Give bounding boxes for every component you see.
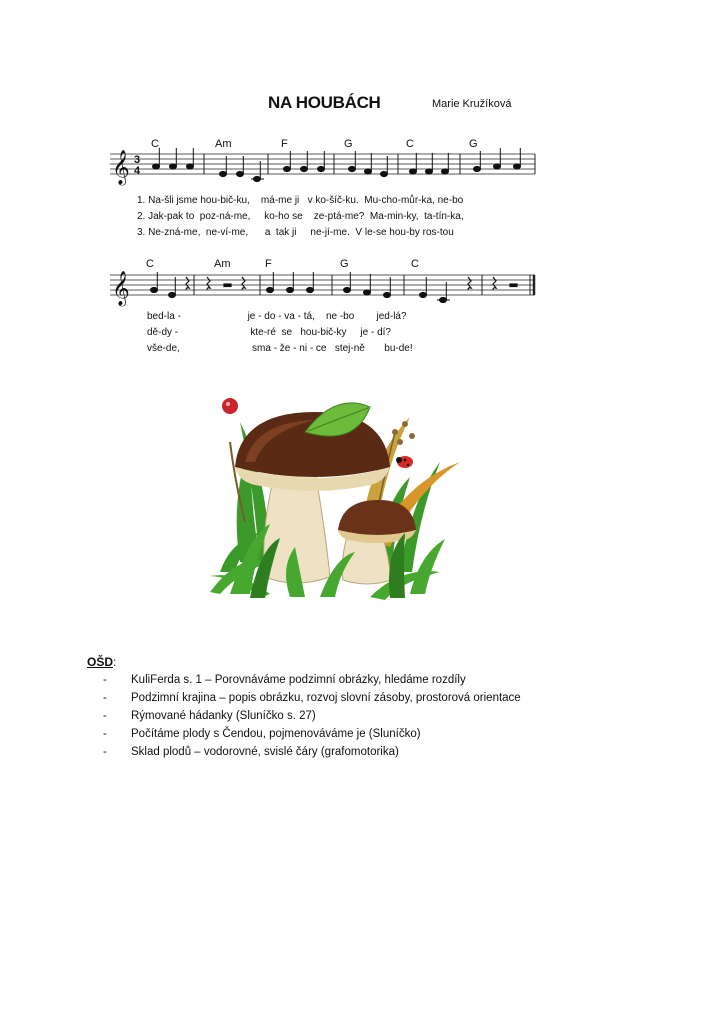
list-item-text: Podzimní krajina – popis obrázku, rozvoj slovní zásoby, prostorová orientace <box>131 692 521 704</box>
osd-list <box>103 671 521 761</box>
chord-symbol: G <box>344 138 353 150</box>
osd-heading-label: OŠD <box>87 655 114 669</box>
list-item: - KuliFerda s. 1 – Porovnáváme podzimní obrázky, hledáme rozdíly <box>103 674 466 686</box>
rests-group <box>186 277 517 290</box>
music-staff-1 <box>110 132 540 192</box>
chord-symbol: G <box>340 258 349 270</box>
notes-group <box>153 148 521 182</box>
osd-heading <box>87 655 116 669</box>
osd-heading-colon: : <box>113 655 117 669</box>
list-item: - Počítáme plody s Čendou, pojmenováváme je (Sluníčko) <box>103 728 421 740</box>
lyrics-verse-2: 2. Jak-pak to poz-ná-me, ko-ho se ze-ptá-me? Ma-min-ky, ta-tín-ka, <box>137 211 464 222</box>
list-item: - Sklad plodů – vodorovné, svislé čáry (grafomotorika) <box>103 746 399 758</box>
time-signature-top: 3 <box>134 154 141 166</box>
mushroom-illustration <box>200 362 460 602</box>
lyrics-verse-3-end: vše-de, sma - že - ni - ce stej-ně bu-de! <box>147 343 413 354</box>
lyrics-verse-1: 1. Na-šli jsme hou-bič-ku, má-me ji v ko-šíč-ku. Mu-cho-můr-ka, ne-bo <box>137 195 464 206</box>
song-title: NA HOUBÁCH <box>268 93 381 112</box>
song-author: Marie Kružíková <box>432 98 512 110</box>
chord-symbol: Am <box>214 258 231 270</box>
list-item: - Rýmované hádanky (Sluníčko s. 27) <box>103 710 316 722</box>
chord-symbol: C <box>146 258 154 270</box>
chord-symbol: C <box>411 258 419 270</box>
chord-symbol: C <box>151 138 159 150</box>
list-item-text: KuliFerda s. 1 – Porovnáváme podzimní obrázky, hledáme rozdíly <box>131 674 466 686</box>
chord-symbol: Am <box>215 138 232 150</box>
lyrics-verse-1-end: bed-la - je - do - va - tá, ne -bo jed-lá? <box>147 311 407 322</box>
time-signature-bottom: 4 <box>134 165 141 177</box>
lyrics-verse-2-end: dě-dy - kte-ré se hou-bič-ky je - dí? <box>147 327 391 338</box>
chord-symbol: F <box>265 258 272 270</box>
music-staff-2 <box>110 253 540 313</box>
treble-clef-icon: 𝄞 <box>112 271 130 306</box>
list-item: - Podzimní krajina – popis obrázku, rozvoj slovní zásoby, prostorová orientace <box>103 692 521 704</box>
chord-symbol: G <box>469 138 478 150</box>
list-item-text: Sklad plodů – vodorovné, svislé čáry (grafomotorika) <box>131 746 399 758</box>
lyrics-verse-3: 3. Ne-zná-me, ne-ví-me, a tak ji ne-jí-me. V le-se hou-by ros-tou <box>137 227 454 238</box>
list-item-text: Počítáme plody s Čendou, pojmenováváme je (Sluníčko) <box>131 728 421 740</box>
notes-group <box>151 272 451 303</box>
chord-symbol: F <box>281 138 288 150</box>
treble-clef-icon: 𝄞 <box>112 150 130 185</box>
chord-symbol: C <box>406 138 414 150</box>
list-item-text: Rýmované hádanky (Sluníčko s. 27) <box>131 710 316 722</box>
